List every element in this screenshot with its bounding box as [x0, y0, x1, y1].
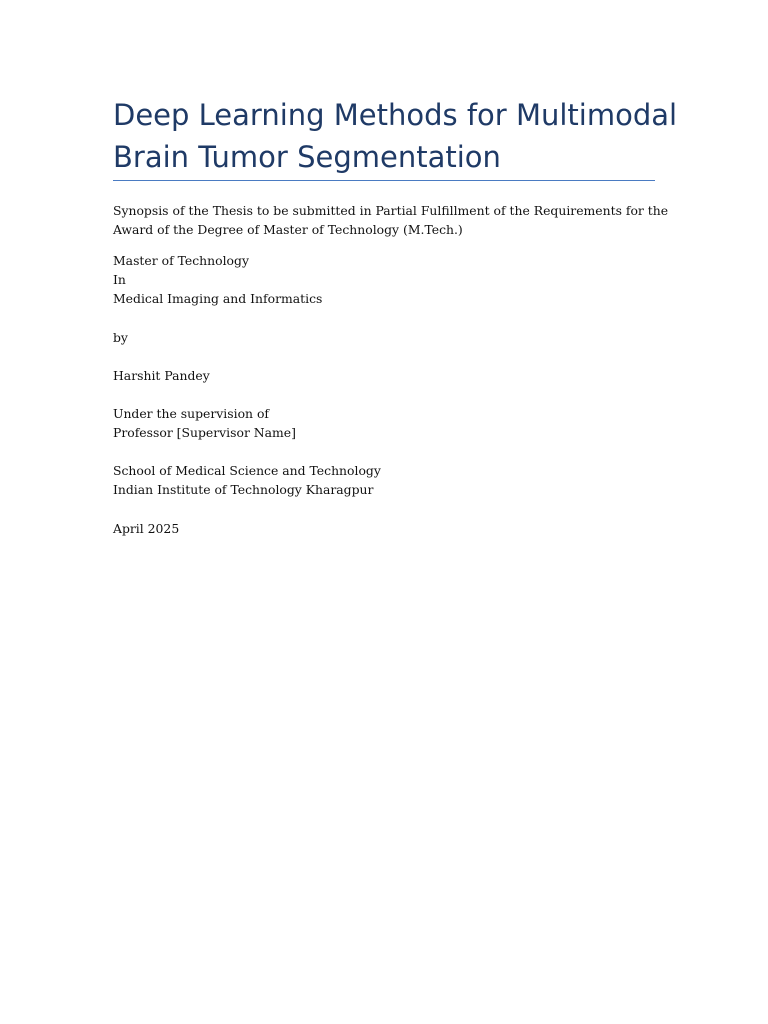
- synopsis-line-1: Synopsis of the Thesis to be submitted in Partial Fulfillment of the Requirements for the: [113, 203, 669, 218]
- supervisor-name: Professor [Supervisor Name]: [113, 425, 296, 441]
- school-name: School of Medical Science and Technology: [113, 463, 381, 478]
- by-label: [113, 328, 655, 347]
- title-divider: [113, 180, 655, 181]
- by-text: by: [113, 330, 128, 345]
- supervision-block: [113, 404, 655, 442]
- specialization: Medical Imaging and Informatics: [113, 291, 323, 307]
- degree-block: [113, 251, 655, 309]
- synopsis-line-2: Award of the Degree of Master of Technology (M.Tech.): [113, 222, 463, 238]
- submission-date: [113, 519, 655, 538]
- institution-block: [113, 461, 655, 499]
- degree-in: In: [113, 272, 126, 288]
- degree-name: Master of Technology: [113, 253, 249, 268]
- author-name: [113, 366, 655, 385]
- thesis-title-line-1: Deep Learning Methods for Multimodal: [113, 98, 678, 132]
- synopsis-statement: [113, 201, 669, 239]
- thesis-title: [113, 94, 678, 178]
- author-text: Harshit Pandey: [113, 368, 210, 383]
- date-text: April 2025: [113, 521, 180, 536]
- institute-name: Indian Institute of Technology Kharagpur: [113, 482, 374, 498]
- thesis-title-line-2: Brain Tumor Segmentation: [113, 140, 501, 174]
- supervision-label: Under the supervision of: [113, 406, 270, 421]
